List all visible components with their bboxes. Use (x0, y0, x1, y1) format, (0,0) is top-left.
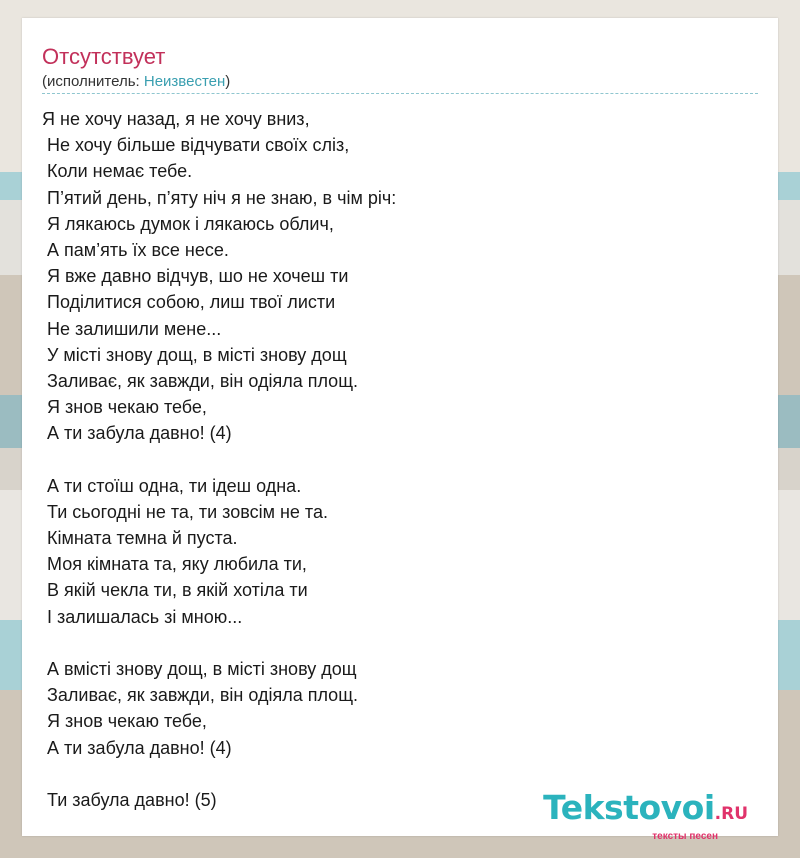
logo-name: Tekstovoi (543, 788, 715, 827)
lyric-line: Заливає, як завжди, він одіяла площ. (42, 370, 359, 391)
song-title: Отсутствует (42, 44, 166, 69)
lyric-line (42, 630, 396, 656)
title-divider (42, 93, 758, 94)
lyric-line: А пам’ять їх все несе. (42, 239, 229, 260)
site-logo[interactable] (543, 790, 748, 842)
lyric-line: Кімната темна й пуста. (42, 528, 238, 548)
lyric-line: А ти забула давно! (4) (42, 737, 232, 758)
lyrics-text (42, 106, 396, 813)
lyric-line: А вмісті знову дощ, в місті знову дощ (42, 658, 357, 679)
lyric-line: Не хочу більше відчувати своїх сліз, (42, 135, 350, 156)
lyric-line: Коли немає тебе. (42, 161, 193, 182)
logo-tagline: тексты песен (652, 831, 718, 842)
lyric-line: І залишалась зі мною... (42, 606, 243, 627)
lyric-line: Поділитися собою, лиш твої листи (42, 292, 336, 313)
lyric-line: Заливає, як завжди, він одіяла площ. (42, 685, 359, 706)
lyric-line: Я знов чекаю тебе, (42, 397, 207, 418)
lyric-line: А ти стоїш одна, ти ідеш одна. (42, 475, 302, 496)
lyric-line: У місті знову дощ, в місті знову дощ (42, 344, 347, 365)
lyric-line: В якій чекла ти, в якій хотіла ти (42, 580, 308, 601)
lyric-line: П’ятий день, п’яту ніч я не знаю, в чім річ: (42, 187, 397, 208)
lyric-line: Не залишили мене... (42, 318, 222, 339)
lyric-line: Я вже давно відчув, шо не хочеш ти (42, 266, 349, 287)
lyrics-card (22, 18, 778, 842)
lyric-line (42, 761, 396, 787)
lyric-line (42, 446, 396, 472)
lyric-line: Я знов чекаю тебе, (42, 711, 207, 732)
performer-prefix: (исполнитель: (42, 73, 144, 90)
lyric-line: Моя кімната та, яку любила ти, (42, 554, 307, 575)
performer-link[interactable]: Неизвестен (143, 73, 226, 90)
performer-line (42, 73, 230, 91)
logo-wordmark (543, 790, 748, 832)
performer-suffix: ) (225, 73, 231, 90)
lyric-line: Я лякаюсь думок і лякаюсь облич, (42, 213, 334, 234)
lyric-line: Я не хочу назад, я не хочу вниз, (42, 109, 310, 129)
lyric-line: А ти забула давно! (4) (42, 423, 232, 444)
lyric-line: Ти сьогодні не та, ти зовсім не та. (42, 501, 328, 522)
logo-tld: .RU (714, 804, 748, 824)
lyric-line: Ти забула давно! (5) (42, 789, 217, 810)
